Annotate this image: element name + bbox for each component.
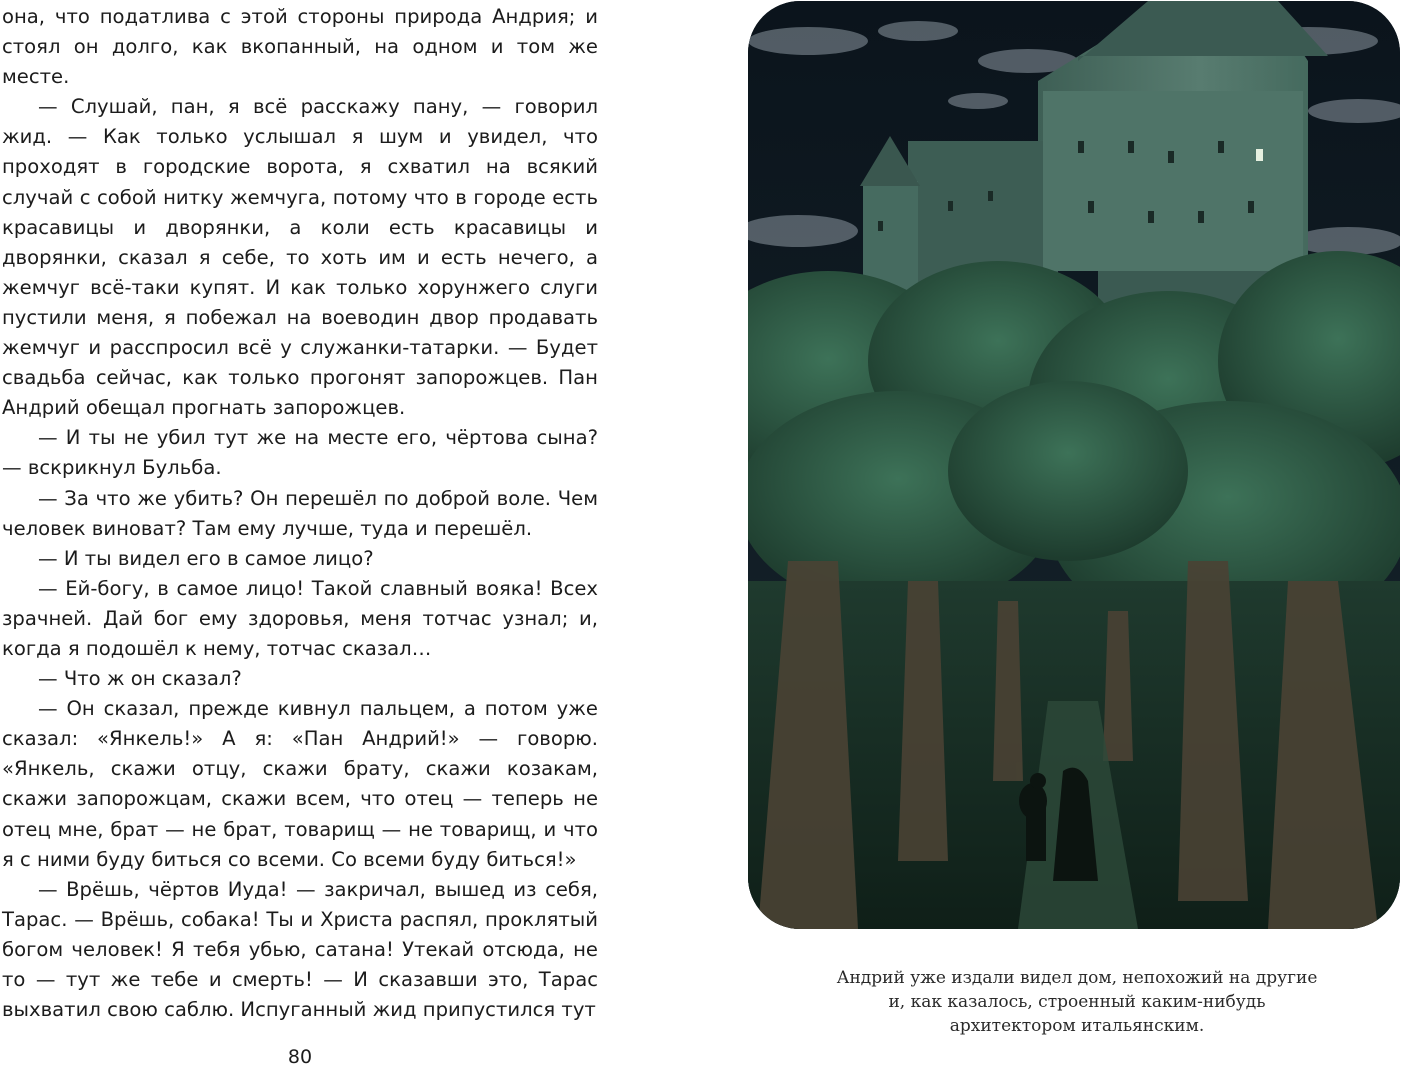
paragraph: — Что ж он сказал? (38, 667, 242, 691)
paragraph: она, что податлива с этой стороны природа Андрия; и стоял он долго, как вкопанный, на одном и том же месте. (2, 5, 598, 89)
paragraph: — И ты видел его в самое лицо? (38, 546, 374, 570)
illustration-artwork (748, 1, 1400, 929)
paragraph: — Он сказал, прежде кивнул пальцем, а потом уже сказал: «Янкель!» А я: «Пан Андрий!» — говорю. «Янкель, скажи отцу, скажи брату, скажи козакам, скажи запорожцам, скажи всем, что отец — теперь не отец мне, брат — не брат, товарищ — не товарищ, и что я с ними буду биться со всеми. Со всеми буду биться!» (2, 697, 598, 871)
illustration-castle-forest (748, 1, 1400, 929)
caption-line: и, как казалось, строенный каким-нибудь (888, 992, 1266, 1012)
caption-line: архитектором итальянским. (949, 1016, 1205, 1036)
paragraph: — За что же убить? Он перешёл по доброй воле. Чем человек виноват? Там ему лучше, туда и перешёл. (2, 486, 598, 540)
page-number: 80 (287, 1046, 313, 1068)
paragraph: — Слушай, пан, я всё расскажу пану, — говорил жид. — Как только услышал я шум и увидел, что проходят в городские ворота, я схватил на всякий случай с собой нитку жемчуга, потому что в городе есть красавицы и дворянки, а коли есть красавицы и дворянки, сказал я себе, то хоть им и есть нечего, а жемчуг всё-таки купят. И как только хорунжего слуги пустили меня, я побежал на воеводин двор продавать жемчуг и расспросил всё у служанки-татарки. — Будет свадьба сейчас, как только прогонят запорожцев. Пан Андрий обещал прогнать запорожцев. (2, 95, 598, 420)
illustration-caption (754, 966, 1400, 1038)
body-text (2, 2, 598, 1025)
paragraph: — И ты не убил тут же на месте его, чёртова сына? — вскрикнул Бульба. (2, 426, 598, 480)
paragraph: — Ей-богу, в самое лицо! Такой славный вояка! Всех зрачней. Дай бог ему здоровья, меня тотчас узнал; и, когда я подошёл к нему, тотчас сказал… (2, 576, 598, 660)
caption-line: Андрий уже издали видел дом, непохожий на другие (836, 968, 1318, 988)
paragraph: — Врёшь, чёртов Иуда! — закричал, вышед из себя, Тарас. — Врёшь, собака! Ты и Христа распял, проклятый богом человек! Я тебя убью, сатана! Утекай отсюда, не то — тут же тебе и смерть! — И сказавши это, Тарас выхватил свою саблю. Испуганный жид припустился тут (2, 877, 598, 1022)
